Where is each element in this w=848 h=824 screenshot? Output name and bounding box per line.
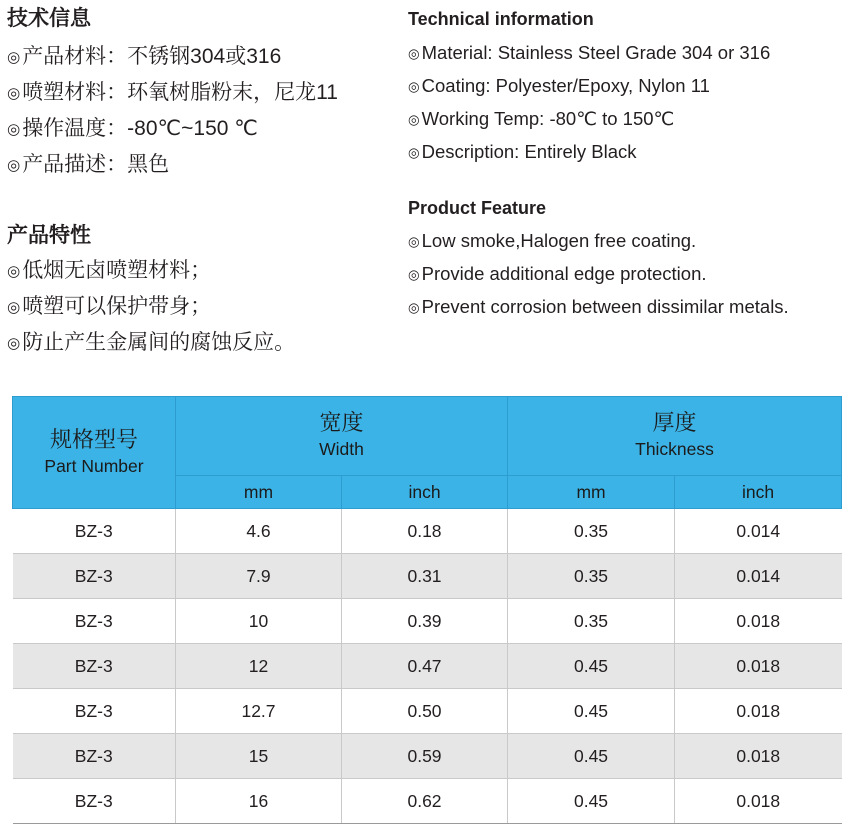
thickness-mm-cell: 0.45 <box>508 779 675 824</box>
list-item: ◎喷塑可以保护带身； <box>7 289 295 325</box>
width-mm-cell: 4.6 <box>176 509 342 554</box>
width-inch-header: inch <box>342 476 508 509</box>
bullet-icon: ◎ <box>408 112 420 127</box>
bullet-icon: ◎ <box>7 121 21 138</box>
list-item: ◎防止产生金属间的腐蚀反应。 <box>7 325 295 361</box>
thickness-inch-cell: 0.018 <box>675 779 842 824</box>
table-row <box>13 554 842 599</box>
thickness-inch-header: inch <box>675 476 842 509</box>
width-inch-cell: 0.18 <box>342 509 508 554</box>
bullet-icon: ◎ <box>408 79 420 94</box>
bullet-icon: ◎ <box>408 46 420 61</box>
list-item: ◎ Low smoke,Halogen free coating. <box>408 224 789 257</box>
list-item: ◎ Working Temp: -80℃ to 150℃ <box>408 102 770 135</box>
bullet-icon: ◎ <box>7 157 21 174</box>
part-number-cell: BZ-3 <box>13 779 176 824</box>
spec-table <box>12 396 842 824</box>
width-mm-cell: 12 <box>176 644 342 689</box>
thickness-inch-cell: 0.014 <box>675 554 842 599</box>
width-mm-cell: 15 <box>176 734 342 779</box>
width-header: 宽度 Width <box>176 397 508 476</box>
width-mm-cell: 10 <box>176 599 342 644</box>
bullet-icon: ◎ <box>408 267 420 282</box>
bullet-icon: ◎ <box>7 335 21 352</box>
bullet-icon: ◎ <box>408 145 420 160</box>
list-item: ◎ Coating: Polyester/Epoxy, Nylon 11 <box>408 69 770 102</box>
en-technical-list <box>408 36 770 168</box>
list-item: ◎操作温度：-80℃~150 ℃ <box>7 111 338 147</box>
part-number-cell: BZ-3 <box>13 644 176 689</box>
width-inch-cell: 0.39 <box>342 599 508 644</box>
part-number-cell: BZ-3 <box>13 509 176 554</box>
width-inch-cell: 0.47 <box>342 644 508 689</box>
width-mm-cell: 7.9 <box>176 554 342 599</box>
thickness-mm-cell: 0.35 <box>508 599 675 644</box>
width-mm-cell: 16 <box>176 779 342 824</box>
thickness-inch-cell: 0.014 <box>675 509 842 554</box>
thickness-mm-cell: 0.45 <box>508 734 675 779</box>
thickness-header: 厚度 Thickness <box>508 397 842 476</box>
bullet-icon: ◎ <box>7 49 21 66</box>
table-row <box>13 779 842 824</box>
list-item: ◎喷塑材料：环氧树脂粉末，尼龙11 <box>7 75 338 111</box>
part-number-cell: BZ-3 <box>13 734 176 779</box>
part-number-header: 规格型号 Part Number <box>13 397 176 509</box>
table-row <box>13 689 842 734</box>
width-mm-cell: 12.7 <box>176 689 342 734</box>
part-number-cell: BZ-3 <box>13 689 176 734</box>
thickness-mm-cell: 0.35 <box>508 509 675 554</box>
thickness-mm-cell: 0.35 <box>508 554 675 599</box>
cn-technical-heading: 技术信息 <box>7 7 91 30</box>
part-number-cell: BZ-3 <box>13 599 176 644</box>
list-item: ◎ Material: Stainless Steel Grade 304 or 316 <box>408 36 770 69</box>
width-mm-header: mm <box>176 476 342 509</box>
en-feature-heading: Product Feature <box>408 198 547 218</box>
bullet-icon: ◎ <box>7 263 21 280</box>
bullet-icon: ◎ <box>408 234 420 249</box>
width-inch-cell: 0.59 <box>342 734 508 779</box>
width-inch-cell: 0.31 <box>342 554 508 599</box>
thickness-inch-cell: 0.018 <box>675 644 842 689</box>
table-row <box>13 734 842 779</box>
width-inch-cell: 0.62 <box>342 779 508 824</box>
list-item: ◎ Description: Entirely Black <box>408 135 770 168</box>
bullet-icon: ◎ <box>7 299 21 316</box>
thickness-mm-cell: 0.45 <box>508 689 675 734</box>
list-item: ◎产品描述：黑色 <box>7 147 338 183</box>
thickness-inch-cell: 0.018 <box>675 599 842 644</box>
list-item: ◎ Provide additional edge protection. <box>408 257 789 290</box>
bullet-icon: ◎ <box>408 300 420 315</box>
list-item: ◎低烟无卤喷塑材料； <box>7 253 295 289</box>
thickness-mm-header: mm <box>508 476 675 509</box>
width-inch-cell: 0.50 <box>342 689 508 734</box>
cn-feature-heading: 产品特性 <box>7 224 91 247</box>
thickness-mm-cell: 0.45 <box>508 644 675 689</box>
thickness-inch-cell: 0.018 <box>675 689 842 734</box>
en-feature-list <box>408 224 789 323</box>
list-item: ◎ Prevent corrosion between dissimilar metals. <box>408 290 789 323</box>
cn-feature-list <box>7 253 295 361</box>
part-number-cell: BZ-3 <box>13 554 176 599</box>
en-technical-heading: Technical information <box>408 9 594 29</box>
table-row <box>13 644 842 689</box>
table-row <box>13 599 842 644</box>
bullet-icon: ◎ <box>7 85 21 102</box>
list-item: ◎产品材料：不锈钢304或316 <box>7 39 338 75</box>
cn-technical-list <box>7 39 338 183</box>
table-row <box>13 509 842 554</box>
thickness-inch-cell: 0.018 <box>675 734 842 779</box>
